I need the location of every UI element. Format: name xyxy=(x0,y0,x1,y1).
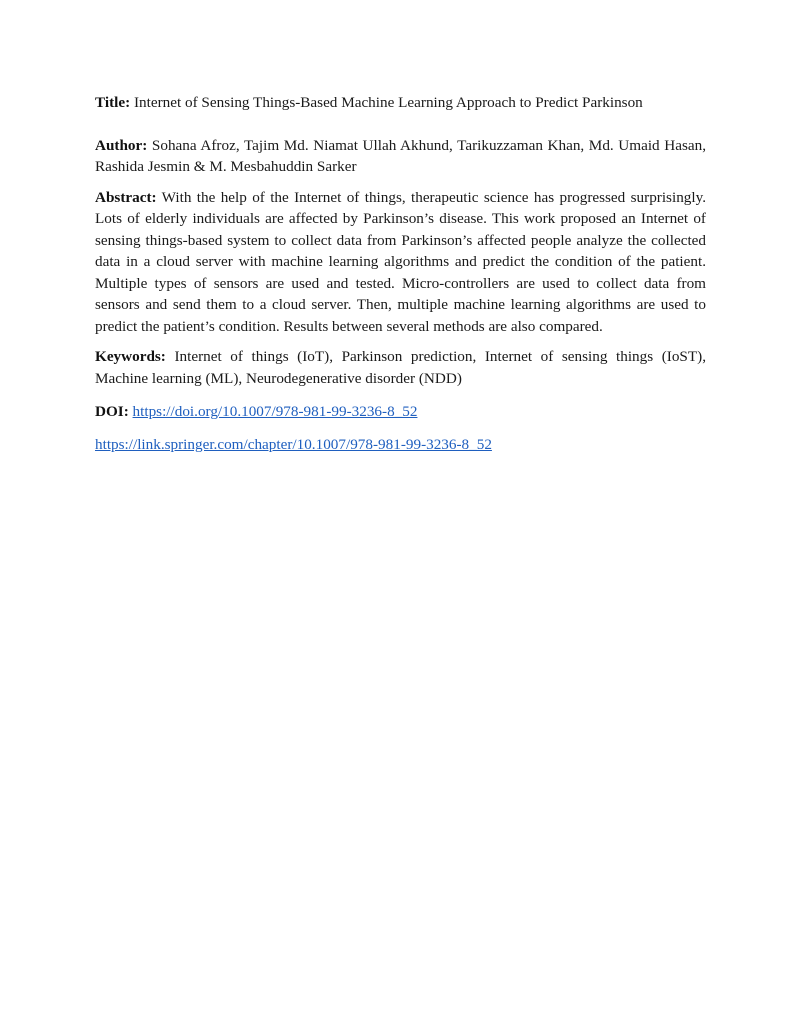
doi-paragraph xyxy=(95,401,706,423)
doi-label: DOI: xyxy=(95,403,129,420)
abstract-label: Abstract: xyxy=(95,188,157,206)
keywords-label: Keywords: xyxy=(95,348,166,365)
springer-link-paragraph xyxy=(95,434,706,456)
author-paragraph xyxy=(95,135,706,178)
abstract-text: With the help of the Internet of things, therapeutic science has progressed surprisingly. Lots of elderly individuals are affected by Parkinson’s disease. This work proposed an Internet of sensing things-based system to collect data from Parkinson’s affected people analyze the collected data in a cloud server with machine learning algorithms and predict the condition of the patient. Multiple types of sensors are used and tested. Micro-controllers are used to collect data from sensors and send them to a cloud server. Then, multiple machine learning algorithms are used to predict the patient’s condition. Results between several methods are also compared. xyxy=(95,188,706,335)
title-text: Internet of Sensing Things-Based Machine Learning Approach to Predict Parkinson xyxy=(133,94,643,111)
author-text: Sohana Afroz, Tajim Md. Niamat Ullah Akhund, Tarikuzzaman Khan, Md. Umaid Hasan, Rashida Jesmin & M. Mesbahuddin Sarker xyxy=(95,136,706,175)
title-label: Title: xyxy=(95,94,131,111)
keywords-paragraph xyxy=(95,346,706,389)
doi-link[interactable]: https://doi.org/10.1007/978-981-99-3236-8_52 xyxy=(132,403,418,420)
title-paragraph xyxy=(95,92,706,114)
author-label: Author: xyxy=(95,136,148,154)
abstract-paragraph xyxy=(95,187,706,338)
document-page xyxy=(95,92,706,455)
keywords-text: Internet of things (IoT), Parkinson prediction, Internet of sensing things (IoST), Machine learning (ML), Neurodegenerative disorder (NDD) xyxy=(95,348,706,387)
springer-link[interactable]: https://link.springer.com/chapter/10.1007/978-981-99-3236-8_52 xyxy=(95,435,492,453)
